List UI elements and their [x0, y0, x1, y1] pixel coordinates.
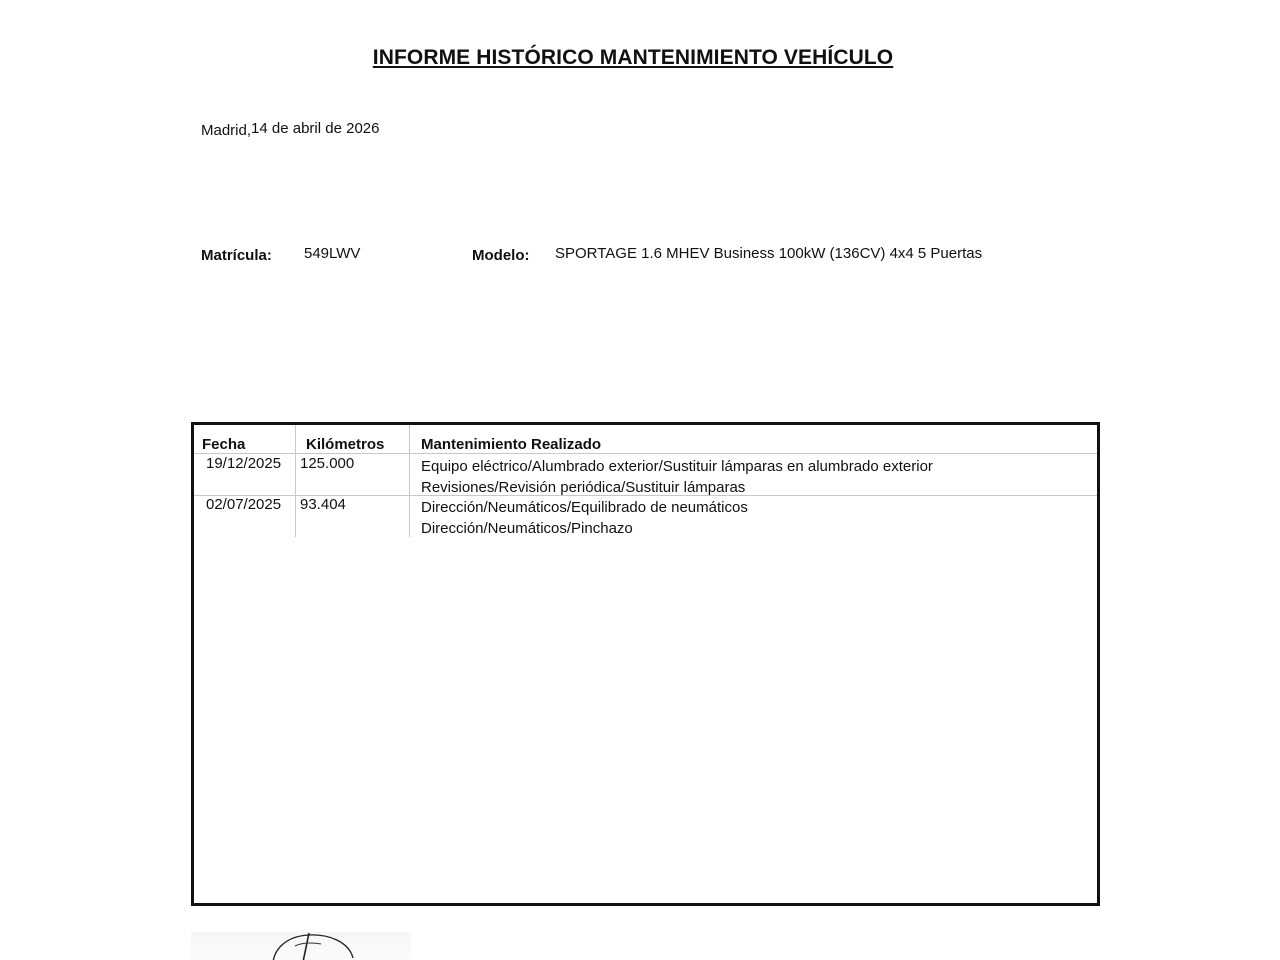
place-date: [201, 120, 379, 137]
row-date: 02/07/2025: [206, 496, 282, 513]
report-date: 14 de abril de 2026: [251, 120, 380, 137]
signature-stroke: [191, 932, 411, 960]
maintenance-table: [191, 422, 1100, 906]
column-divider: [295, 425, 296, 537]
header-date: Fecha: [202, 436, 246, 453]
model-value: SPORTAGE 1.6 MHEV Business 100kW (136CV) 4x4 5 Puertas: [555, 245, 983, 262]
plate-label: Matrícula:: [201, 247, 272, 264]
plate-value: 549LWV: [304, 245, 361, 262]
row-divider: [194, 453, 1097, 454]
header-km: Kilómetros: [306, 436, 385, 453]
row-maintenance: [421, 456, 933, 498]
maintenance-item: Revisiones/Revisión periódica/Sustituir lámparas: [421, 479, 746, 496]
row-date: 19/12/2025: [206, 455, 282, 472]
signature: [191, 932, 411, 960]
row-maintenance: [421, 497, 748, 539]
report-title: INFORME HISTÓRICO MANTENIMIENTO VEHÍCULO: [372, 46, 894, 69]
column-divider: [409, 425, 410, 537]
model-label: Modelo:: [472, 247, 530, 264]
maintenance-item: Dirección/Neumáticos/Pinchazo: [421, 520, 633, 537]
row-km: 93.404: [300, 496, 346, 513]
header-maintenance: Mantenimiento Realizado: [421, 436, 602, 453]
place: Madrid,: [201, 122, 252, 139]
row-km: 125.000: [300, 455, 355, 472]
maintenance-item: Dirección/Neumáticos/Equilibrado de neumáticos: [421, 499, 748, 516]
maintenance-item: Equipo eléctrico/Alumbrado exterior/Sustituir lámparas en alumbrado exterior: [421, 458, 933, 475]
